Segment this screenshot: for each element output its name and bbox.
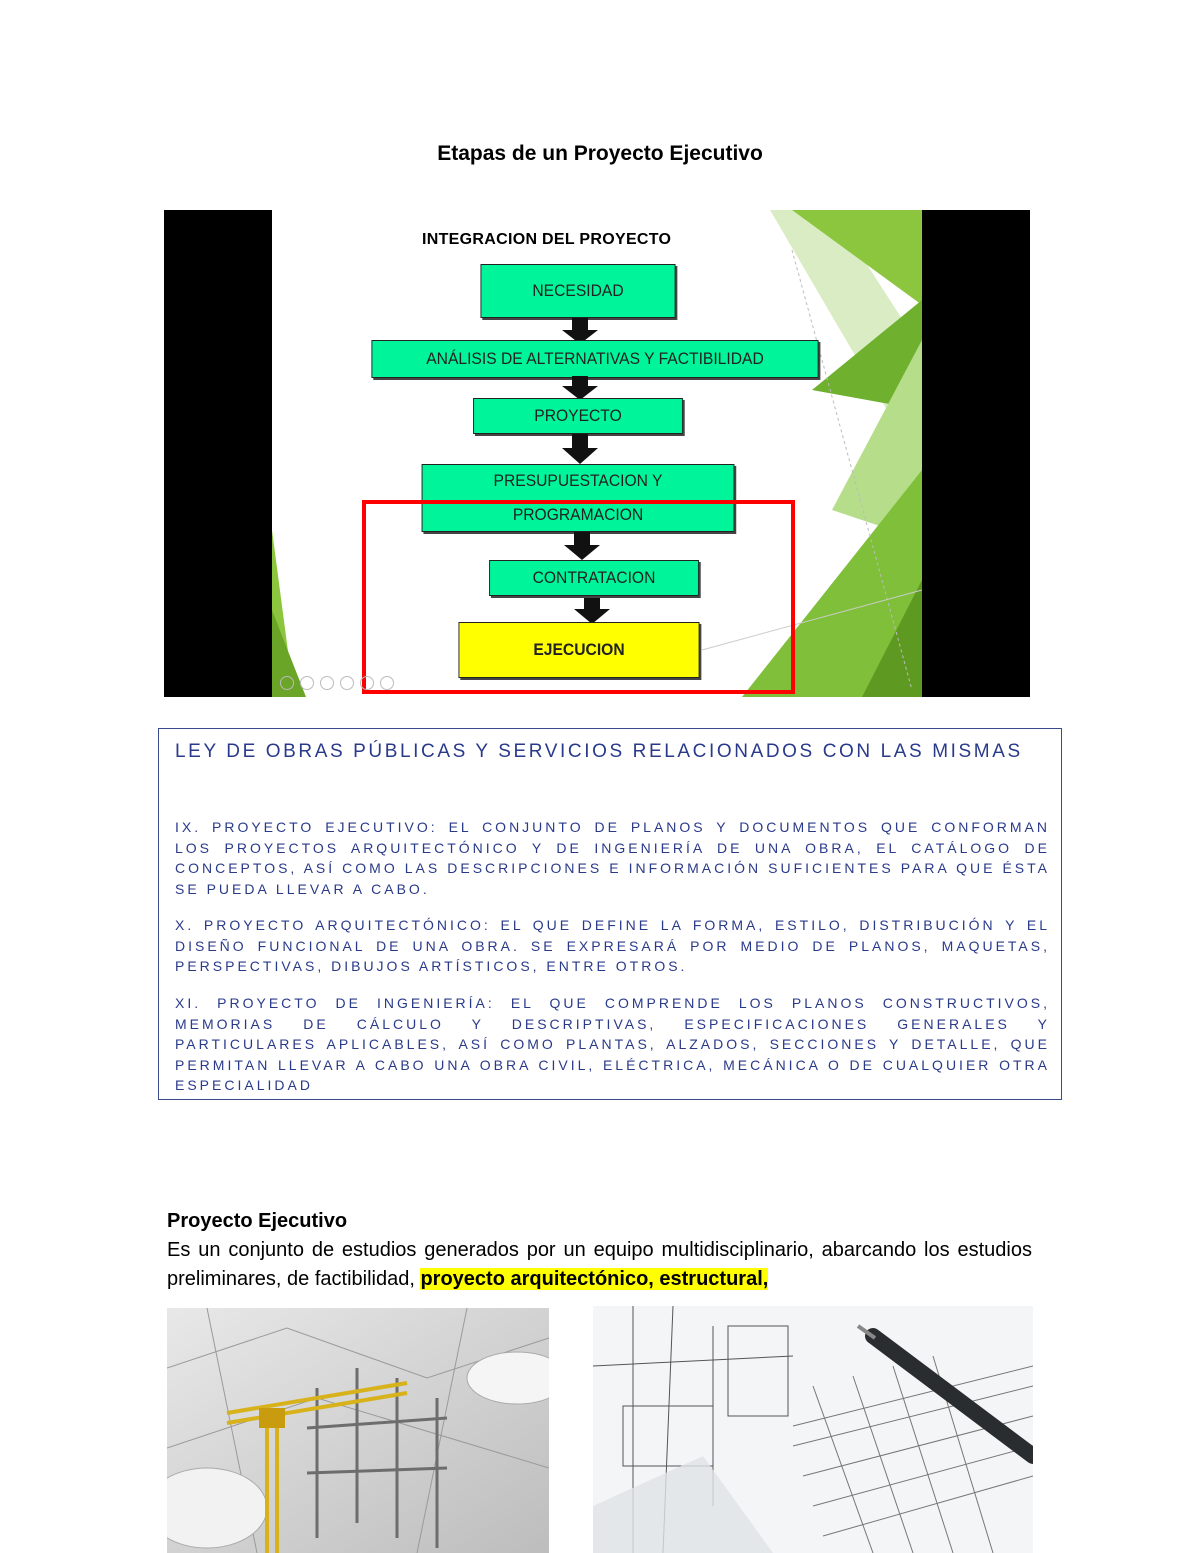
flow-step-ejecucion: EJECUCION (458, 622, 699, 678)
flow-step-proyecto: PROYECTO (473, 398, 683, 434)
law-paragraph-x: X. PROYECTO ARQUITECTÓNICO: EL QUE DEFINE LA FORMA, ESTILO, DISTRIBUCIÓN Y EL DISEÑO FUNCIONAL DE UNA OBRA. SE EXPRESARÁ POR MEDIO DE PLANOS, MAQUETAS, PERSPECTIVAS, DIBUJOS ARTÍSTICOS, ENTRE OTROS. (175, 917, 1050, 974)
law-paragraph-ix: IX. PROYECTO EJECUTIVO: EL CONJUNTO DE PLANOS Y DOCUMENTOS QUE CONFORMAN LOS PROYECTOS ARQUITECTÓNICO Y DE INGENIERÍA DE UNA OBRA, EL CATÁLOGO DE CONCEPTOS, ASÍ COMO LAS DESCRIPCIONES E INFORMACIÓN SUFICIENTES PARA QUE ÉSTA SE PUEDA LLEVAR A CABO. (175, 819, 1050, 897)
blueprint-pen-photo (593, 1306, 1033, 1553)
flow-step-presupuestacion-line1: PRESUPUESTACION Y (493, 471, 663, 490)
nav-pen-icon (320, 676, 334, 690)
flow-arrow (560, 376, 600, 400)
construction-crane-photo (167, 1308, 549, 1553)
nav-more-icon (380, 676, 394, 690)
nav-zoom-icon (360, 676, 374, 690)
law-paragraph-xi: XI. PROYECTO DE INGENIERÍA: EL QUE COMPRENDE LOS PLANOS CONSTRUCTIVOS, MEMORIAS DE CÁLCULO Y DESCRIPTIVAS, ESPECIFICACIONES GENERALES Y PARTICULARES APLICABLES, ASÍ COMO PLANTAS, ALZADOS, SECCIONES Y DETALLE, QUE PERMITAN LLEVAR A CABO UNA OBRA CIVIL, ELÉCTRICA, MECÁNICA O DE CUALQUIER OTRA ESPECIALIDAD (175, 995, 1050, 1093)
slide-nav-icons (280, 676, 394, 690)
document-title: Etapas de un Proyecto Ejecutivo (437, 142, 763, 165)
law-excerpt-box (158, 728, 1062, 1100)
law-title: LEY DE OBRAS PÚBLICAS Y SERVICIOS RELACIONADOS CON LAS MISMAS (175, 741, 1023, 762)
flow-step-analisis: ANÁLISIS DE ALTERNATIVAS Y FACTIBILIDAD (371, 340, 818, 378)
nav-slides-icon (340, 676, 354, 690)
nav-prev-icon (280, 676, 294, 690)
nav-next-icon (300, 676, 314, 690)
flow-step-presupuestacion-line2: PROGRAMACION (512, 505, 644, 524)
blueprint-pen-illustration (593, 1306, 1033, 1553)
flow-arrow (560, 434, 600, 464)
construction-crane-illustration (167, 1308, 549, 1553)
slide-title: INTEGRACION DEL PROYECTO (422, 231, 672, 248)
section-heading: Proyecto Ejecutivo (167, 1210, 348, 1232)
section-text: Es un conjunto de estudios generados por un equipo multidisciplinario, abarcando los estudios preliminares, de factibilidad, (167, 1239, 1032, 1290)
slide-canvas (272, 210, 922, 697)
highlight-frame (362, 500, 795, 694)
slide-image (164, 210, 1030, 697)
section-paragraph (167, 1236, 1032, 1294)
section-highlight: proyecto arquitectónico, estructural, (420, 1268, 769, 1290)
flow-step-necesidad: NECESIDAD (480, 264, 675, 318)
flow-step-contratacion: CONTRATACION (489, 560, 699, 596)
